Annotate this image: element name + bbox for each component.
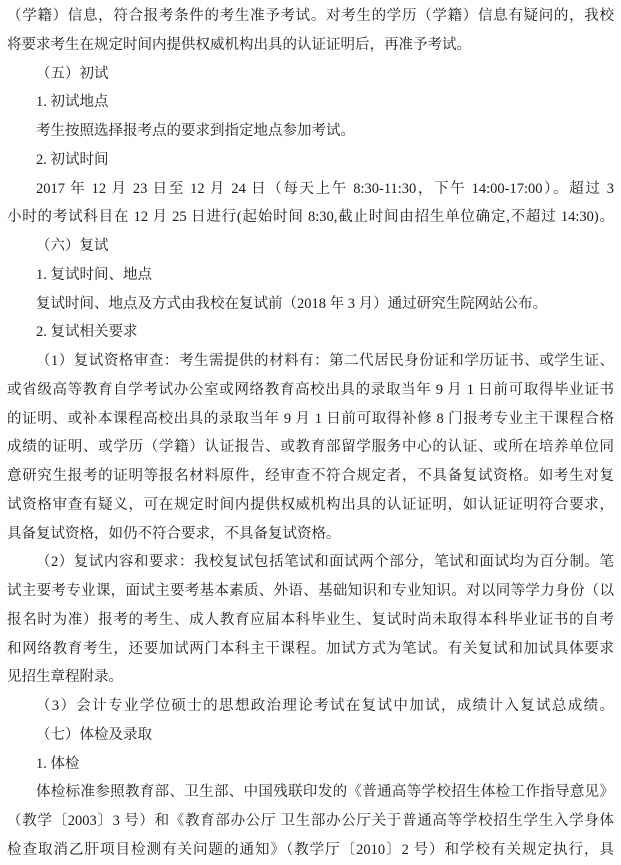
subsection-heading: 1. 复试时间、地点: [36, 266, 152, 283]
subsection-heading: 1. 初试地点: [36, 94, 109, 111]
section-heading: （六）复试: [36, 238, 109, 254]
text-line: 成绩的证明、或学历（学籍）认证报告、或教育部留学服务中心的认证、或所在培养单位同: [7, 439, 614, 456]
text-line: 意研究生报考的证明等报名材料原件，经审查不符合规定者，不具备复试资格。如考生对复: [7, 468, 614, 484]
text-line: （2）复试内容和要求：我校复试包括笔试和面试两个部分，笔试和面试均为百分制。笔: [36, 554, 614, 571]
text-line: 2017 年 12 月 23 日至 12 月 24 日（每天上午 8:30-11:30，下午 14:00-17:00）。超过 3: [36, 180, 614, 197]
text-line: 试主要考专业课，面试主要考基本素质、外语、基础知识和专业知识。对以同等学力身份（以: [7, 583, 614, 599]
text-line: 考生按照选择报考点的要求到指定地点参加考试。: [36, 123, 355, 139]
text-line: 和网络教育考生，还要加试两门本科主干课程。加试方式为笔试。有关复试和加试具体要求: [7, 640, 614, 657]
text-line: 报名时为准）报考的考生、成人教育应届本科毕业生、复试时尚未取得本科毕业证书的自考: [7, 611, 614, 628]
text-line: （教学〔2003〕3 号）和《教育部办公厅 卫生部办公厅关于普通高等学校招生学生入学身体: [7, 813, 614, 829]
text-line: （学籍）信息，符合报考条件的考生准予考试。对考生的学历（学籍）信息有疑问的，我校: [7, 8, 614, 24]
text-line: （3）会计专业学位硕士的思想政治理论考试在复试中加试，成绩计入复试总成绩。: [36, 698, 614, 714]
text-line: （1）复试资格审查：考生需提供的材料有：第二代居民身份证和学历证书、或学生证、: [36, 353, 614, 369]
text-line: 检查取消乙肝项目检测有关问题的通知》（教学厅〔2010〕2 号）和学校有关规定执行，具: [7, 841, 614, 858]
text-line: 复试时间、地点及方式由我校在复试前（2018 年 3 月）通过研究生院网站公布。: [36, 295, 548, 312]
section-heading: （七）体检及录取: [36, 726, 152, 743]
text-line: 具备复试资格，如仍不符合要求，不具备复试资格。: [7, 525, 341, 542]
section-heading: （五）初试: [36, 65, 109, 82]
text-line: 试资格审查有疑义，可在规定时间内提供权威机构出具的认证证明，如认证证明符合要求，: [7, 496, 614, 513]
subsection-heading: 2. 复试相关要求: [36, 324, 138, 341]
text-line: 或省级高等教育自学考试办公室或网络教育高校出具的录取当年 9 月 1 日前可取得毕业证书: [7, 381, 614, 398]
text-line: 体检标准参照教育部、卫生部、中国残联印发的《普通高等学校招生体检工作指导意见》: [36, 784, 614, 801]
text-line: 将要求考生在规定时间内提供权威机构出具的认证证明后，再准予考试。: [7, 36, 471, 53]
subsection-heading: 1. 体检: [36, 755, 80, 772]
subsection-heading: 2. 初试时间: [36, 151, 109, 168]
text-line: 见招生章程附录。: [7, 669, 123, 686]
text-line: 小时的考试科目在 12 月 25 日进行(起始时间 8:30,截止时间由招生单位确定,不超过 14:30)。: [7, 209, 614, 226]
text-line: 的证明、或补本课程高校出具的录取当年 9 月 1 日前可取得补修 8 门报考专业主干课程合格: [7, 410, 614, 427]
